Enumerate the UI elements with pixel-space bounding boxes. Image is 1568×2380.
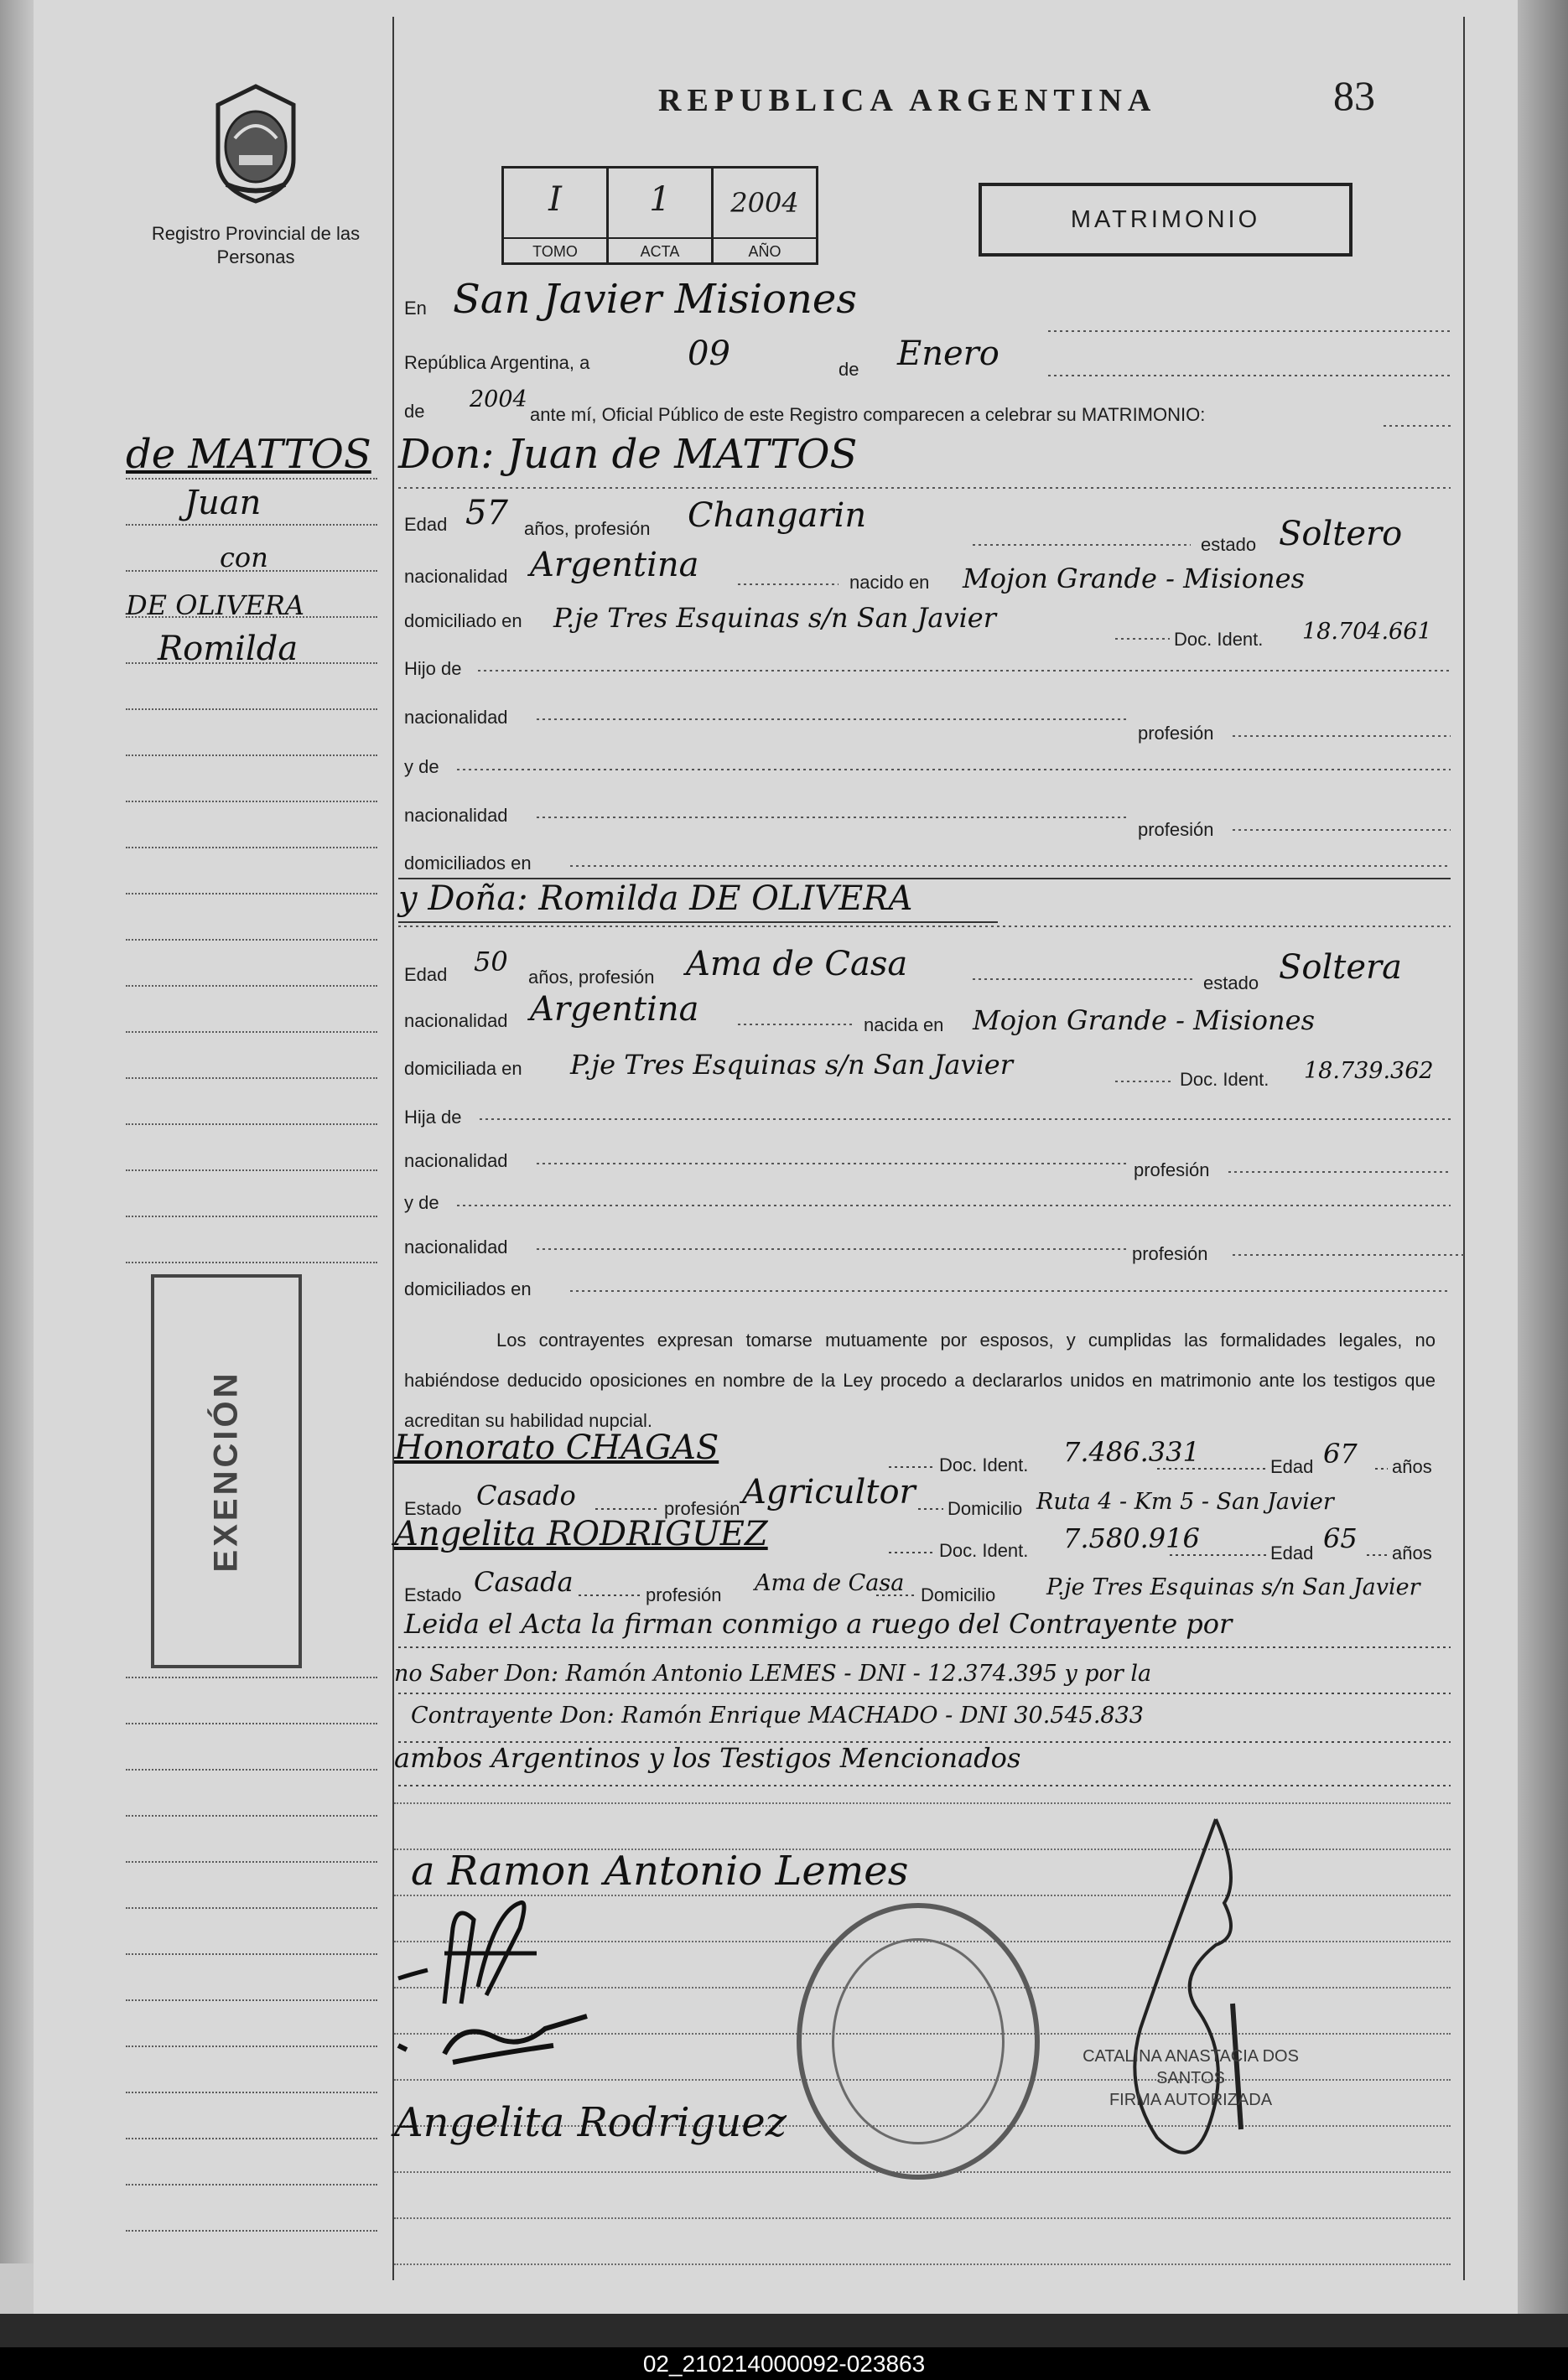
anio-cell (714, 169, 816, 262)
bride-birthplace: Mojon Grande - Misiones (973, 1004, 1316, 1036)
witness2-domicilio-label: Domicilio (921, 1584, 996, 1605)
groom-name: Don: Juan de MATTOS (398, 431, 858, 478)
bride-y-de-label: y de (404, 1192, 439, 1213)
witness1-name: Honorato CHAGAS (394, 1429, 719, 1467)
groom-domiciliados-label: domiciliados en (404, 853, 532, 874)
witness2-edad-label: Edad (1270, 1543, 1314, 1563)
bride-doc-label: Doc. Ident. (1180, 1069, 1269, 1090)
margin-bride-name: Romilda (158, 630, 299, 668)
groom-parent2-profesion-label: profesión (1138, 819, 1214, 840)
groom-hijo-label: Hijo de (404, 658, 462, 679)
book-spine (0, 0, 34, 2263)
witness2-profesion-label: profesión (646, 1584, 722, 1605)
groom-doc-label: Doc. Ident. (1174, 629, 1264, 650)
groom-address: P.je Tres Esquinas s/n San Javier (553, 602, 997, 634)
country-heading: REPUBLICA ARGENTINA (658, 83, 1157, 118)
groom-doc: 18.704.661 (1302, 619, 1432, 645)
bride-nationality: Argentina (530, 990, 699, 1029)
witness2-age: 65 (1323, 1522, 1358, 1554)
record-type-box: MATRIMONIO (979, 183, 1353, 257)
groom-nacionalidad-label: nacionalidad (404, 566, 508, 587)
ceremony-year: 2004 (470, 386, 527, 412)
acta-value: 1 (649, 180, 671, 219)
witness1-profesion-label: profesión (664, 1498, 740, 1519)
bride-name: y Doña: Romilda DE OLIVERA (398, 879, 913, 918)
acta-cell (609, 169, 714, 262)
witness2-address: P.je Tres Esquinas s/n San Javier (1046, 1574, 1420, 1600)
bride-age: 50 (474, 946, 508, 977)
provincial-coat-of-arms-icon (201, 80, 310, 205)
bottom-band (0, 2314, 1568, 2347)
witness1-profession: Agricultor (742, 1473, 916, 1511)
witness2-profession: Ama de Casa (755, 1570, 905, 1596)
groom-y-de-label: y de (404, 756, 439, 777)
page-number: 83 (1333, 72, 1375, 119)
official-signature-icon (1107, 1811, 1308, 2180)
republica-label: República Argentina, a (404, 352, 590, 373)
bride-parent2-profesion-label: profesión (1132, 1243, 1208, 1264)
bride-estado-label: estado (1203, 972, 1259, 993)
official-title: FIRMA AUTORIZADA (1109, 2091, 1273, 2109)
groom-anos-label: años, profesión (524, 518, 651, 539)
witness2-name: Angelita RODRIGUEZ (394, 1515, 768, 1553)
bride-domicilio-label: domiciliada en (404, 1058, 522, 1079)
margin-groom-name: Juan (184, 484, 262, 522)
bride-domiciliados-label: domiciliados en (404, 1278, 532, 1299)
groom-domicilio-label: domiciliado en (404, 610, 522, 631)
tomo-label: TOMO (504, 237, 606, 262)
bride-nacida-label: nacida en (864, 1014, 944, 1035)
right-page-rule (1463, 17, 1465, 2280)
groom-parent-profesion-label: profesión (1138, 723, 1214, 744)
note-line-1: Leida el Acta la firman conmigo a ruego del Contrayente por (404, 1608, 1233, 1640)
witness2-doc-label: Doc. Ident. (939, 1540, 1029, 1561)
bride-address: P.je Tres Esquinas s/n San Javier (570, 1049, 1014, 1081)
witness1-domicilio-label: Domicilio (948, 1498, 1023, 1519)
bride-doc: 18.739.362 (1304, 1058, 1434, 1084)
note-line-4: ambos Argentinos y los Testigos Mencionados (394, 1742, 1021, 1774)
ceremony-intro-text: ante mí, Oficial Público de este Registro comparecen a celebrar su MATRIMONIO: (530, 404, 1206, 425)
ceremony-day: 09 (688, 334, 730, 373)
anio-label: AÑO (714, 237, 816, 262)
bride-parent2-nacionalidad-label: nacionalidad (404, 1237, 508, 1257)
witness1-signature-icon (394, 1895, 629, 2020)
groom-profession: Changarin (688, 496, 867, 535)
bride-profession: Ama de Casa (686, 945, 908, 983)
year-prefix-label: de (404, 401, 425, 422)
ceremony-place: San Javier Misiones (453, 276, 857, 323)
witness1-address: Ruta 4 - Km 5 - San Javier (1036, 1489, 1334, 1515)
bride-hija-label: Hija de (404, 1107, 462, 1128)
bride-nacionalidad-label: nacionalidad (404, 1010, 508, 1031)
groom-estado-label: estado (1201, 534, 1257, 555)
witness1-estado-label: Estado (404, 1498, 462, 1519)
anio-value: 2004 (730, 187, 799, 219)
en-label: En (404, 298, 427, 319)
ceremony-month: Enero (897, 334, 999, 373)
record-reference-box (501, 166, 818, 265)
official-name: CATALINA ANASTACIA DOS SANTOS (1083, 2047, 1299, 2087)
tomo-cell (504, 169, 609, 262)
witness2-anos-label: años (1392, 1543, 1432, 1563)
de-label: de (839, 359, 859, 380)
witness1-edad-label: Edad (1270, 1456, 1314, 1477)
note-line-3: Contrayente Don: Ramón Enrique MACHADO - DNI 30.545.833 (411, 1703, 1144, 1729)
groom-nationality: Argentina (530, 546, 699, 584)
witness2-doc: 7.580.916 (1063, 1522, 1200, 1554)
groom-estado: Soltero (1279, 515, 1403, 553)
witness2-estado: Casada (474, 1566, 574, 1598)
bride-anos-label: años, profesión (528, 967, 655, 988)
official-name-stamp (1052, 2046, 1329, 2111)
witness1-estado: Casado (476, 1480, 576, 1511)
tomo-value: I (548, 180, 562, 219)
signature-lemes: a Ramon Antonio Lemes (411, 1848, 909, 1895)
bride-parent-profesion-label: profesión (1134, 1159, 1210, 1180)
groom-parent2-nacionalidad-label: nacionalidad (404, 805, 508, 826)
note-line-2: no Saber Don: Ramón Antonio LEMES - DNI - 12.374.395 y por la (394, 1661, 1152, 1687)
margin-groom-surname: de MATTOS (126, 431, 371, 478)
witness2-estado-label: Estado (404, 1584, 462, 1605)
margin-bride-surname: DE OLIVERA (126, 589, 304, 621)
groom-parent-nacionalidad-label: nacionalidad (404, 707, 508, 728)
acta-label: ACTA (609, 237, 711, 262)
bride-edad-label: Edad (404, 964, 448, 985)
signature-angelita-rodriguez: Angelita Rodriguez (394, 2099, 787, 2146)
groom-birthplace: Mojon Grande - Misiones (963, 563, 1306, 594)
bride-parent-nacionalidad-label: nacionalidad (404, 1150, 508, 1171)
witness1-doc: 7.486.331 (1063, 1436, 1200, 1468)
declaration-text: Los contrayentes expresan tomarse mutuamente por esposos, y cumplidas las formalidades legales, no habiéndose deducido oposiciones en nombre de la Ley procedo a declararlos unidos en matrimonio ante los testigos que acreditan su habilidad nupcial. (404, 1330, 1436, 1431)
witness1-doc-label: Doc. Ident. (939, 1454, 1029, 1475)
file-id-footer: 02_210214000092-023863 (0, 2347, 1568, 2380)
bride-estado: Soltera (1279, 948, 1402, 987)
groom-nacido-label: nacido en (849, 572, 930, 593)
exencion-stamp: EXENCIÓN (151, 1274, 302, 1668)
groom-age: 57 (465, 494, 508, 532)
page-edge-shadow (1518, 0, 1568, 2314)
witness1-age: 67 (1323, 1438, 1358, 1470)
registry-name: Registro Provincial de las Personas (151, 223, 361, 267)
groom-edad-label: Edad (404, 514, 448, 535)
contrayente-signature-icon (394, 2004, 612, 2071)
witness1-anos-label: años (1392, 1456, 1432, 1477)
provincial-registry-seal-icon (797, 1903, 1040, 2180)
margin-con: con (220, 542, 268, 573)
